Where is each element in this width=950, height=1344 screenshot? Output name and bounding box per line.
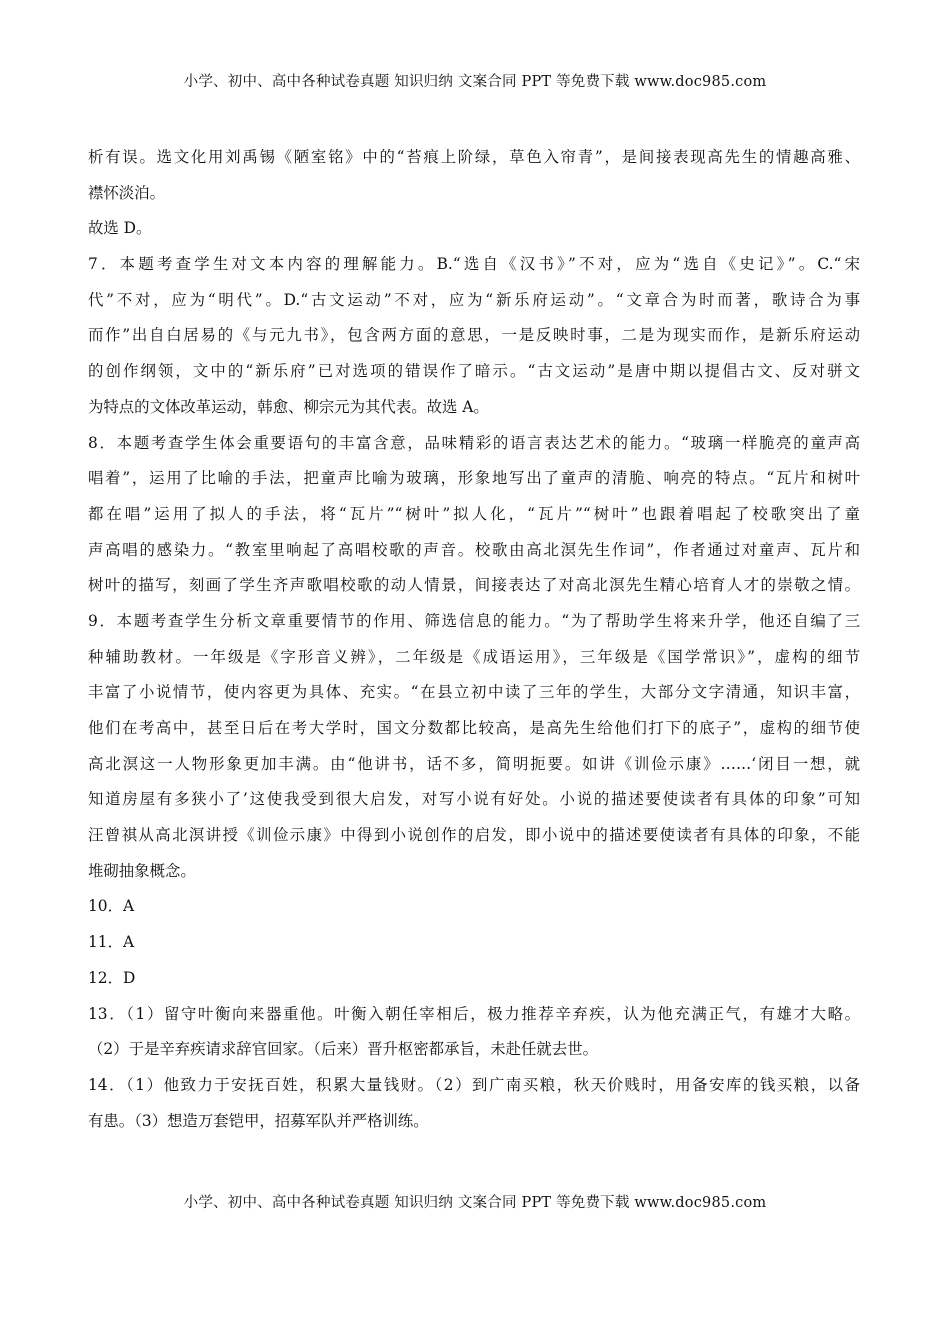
text-line: 知道房屋有多狭小了’这使我受到很大启发，对写小说有好处。小说的描述要使读者有具体的印象”可知 <box>88 790 860 809</box>
text-line: 高北溟这一人物形象更加丰满。由“他讲书，话不多，简明扼要。如讲《训俭示康》……‘闭目一想，就 <box>88 754 860 773</box>
text-line: 种辅助教材。一年级是《字形音义辨》，二年级是《成语运用》，三年级是《国学常识》”，虚构的细节 <box>88 647 860 666</box>
text-line: （2）于是辛弃疾请求辞官回家。（后来）晋升枢密都承旨，未赴任就去世。 <box>88 1040 598 1059</box>
text-line: 11．A <box>88 933 135 952</box>
text-line: 8．本题考查学生体会重要语句的丰富含意，品味精彩的语言表达艺术的能力。“玻璃一样脆亮的童声高 <box>88 433 860 452</box>
text-line: 为特点的文体改革运动，韩愈、柳宗元为其代表。故选 A。 <box>88 397 489 416</box>
text-line: 7．本题考查学生对文本内容的理解能力。B.“选自《汉书》”不对，应为“选自《史记》”。C.“宋 <box>88 255 860 274</box>
text-line: 他们在考高中，甚至日后在考大学时，国文分数都比较高，是高先生给他们打下的底子”，虚构的细节使 <box>88 719 860 737</box>
text-line: 14．（1）他致力于安抚百姓，积累大量钱财。（2）到广南买粮，秋天价贱时，用备安库的钱买粮，以备 <box>88 1075 860 1094</box>
text-line: 有患。（3）想造万套铠甲，招募军队并严格训练。 <box>88 1111 429 1130</box>
text-line: 声高唱的感染力。“教室里响起了高唱校歌的声音。校歌由高北溟先生作词”，作者通过对童声、瓦片和 <box>88 540 860 559</box>
text-line: 襟怀淡泊。 <box>88 183 165 202</box>
text-line: 代”不对，应为“明代”。D.“古文运动”不对，应为“新乐府运动”。“文章合为时而著，歌诗合为事 <box>88 290 860 309</box>
text-line: 堆砌抽象概念。 <box>88 861 196 880</box>
text-line: 的创作纲领，文中的“新乐府”已对选项的错误作了暗示。“古文运动”是唐中期以提倡古文、反对骈文 <box>88 362 860 381</box>
answer-text <box>88 140 860 1139</box>
text-line: 而作”出自白居易的《与元九书》，包含两方面的意思，一是反映时事，二是为现实而作，是新乐府运动 <box>88 326 860 345</box>
text-line: 12．D <box>88 968 136 987</box>
text-line: 9．本题考查学生分析文章重要情节的作用、筛选信息的能力。“为了帮助学生将来升学，他还自编了三 <box>88 611 860 630</box>
page-footer: 小学、初中、高中各种试卷真题 知识归纳 文案合同 PPT 等免费下载 www.doc985.com <box>183 1195 767 1211</box>
page-header: 小学、初中、高中各种试卷真题 知识归纳 文案合同 PPT 等免费下载 www.doc985.com <box>183 74 767 90</box>
text-line: 10．A <box>88 897 135 916</box>
text-line: 都在唱”运用了拟人的手法，将“瓦片”“树叶”拟人化，“瓦片”“树叶”也跟着唱起了校歌突出了童 <box>88 504 860 523</box>
text-line: 树叶的描写，刻画了学生齐声歌唱校歌的动人情景，间接表达了对高北溟先生精心培育人才的崇敬之情。 <box>88 576 860 595</box>
text-line: 唱着”，运用了比喻的手法，把童声比喻为玻璃，形象地写出了童声的清脆、响亮的特点。“瓦片和树叶 <box>88 469 860 488</box>
text-line: 故选 D。 <box>88 219 152 238</box>
text-line: 13．（1）留守叶衡向来器重他。叶衡入朝任宰相后，极力推荐辛弃疾，认为他充满正气，有雄才大略。 <box>88 1004 860 1023</box>
text-line: 析有误。选文化用刘禹锡《陋室铭》中的“苔痕上阶绿，草色入帘青”，是间接表现高先生的情趣高雅、 <box>88 148 860 166</box>
text-line: 汪曾祺从高北溟讲授《训俭示康》中得到小说创作的启发，即小说中的描述要使读者有具体的印象，不能 <box>88 826 860 845</box>
text-line: 丰富了小说情节，使内容更为具体、充实。“在县立初中读了三年的学生，大部分文字清通，知识丰富， <box>88 683 860 702</box>
